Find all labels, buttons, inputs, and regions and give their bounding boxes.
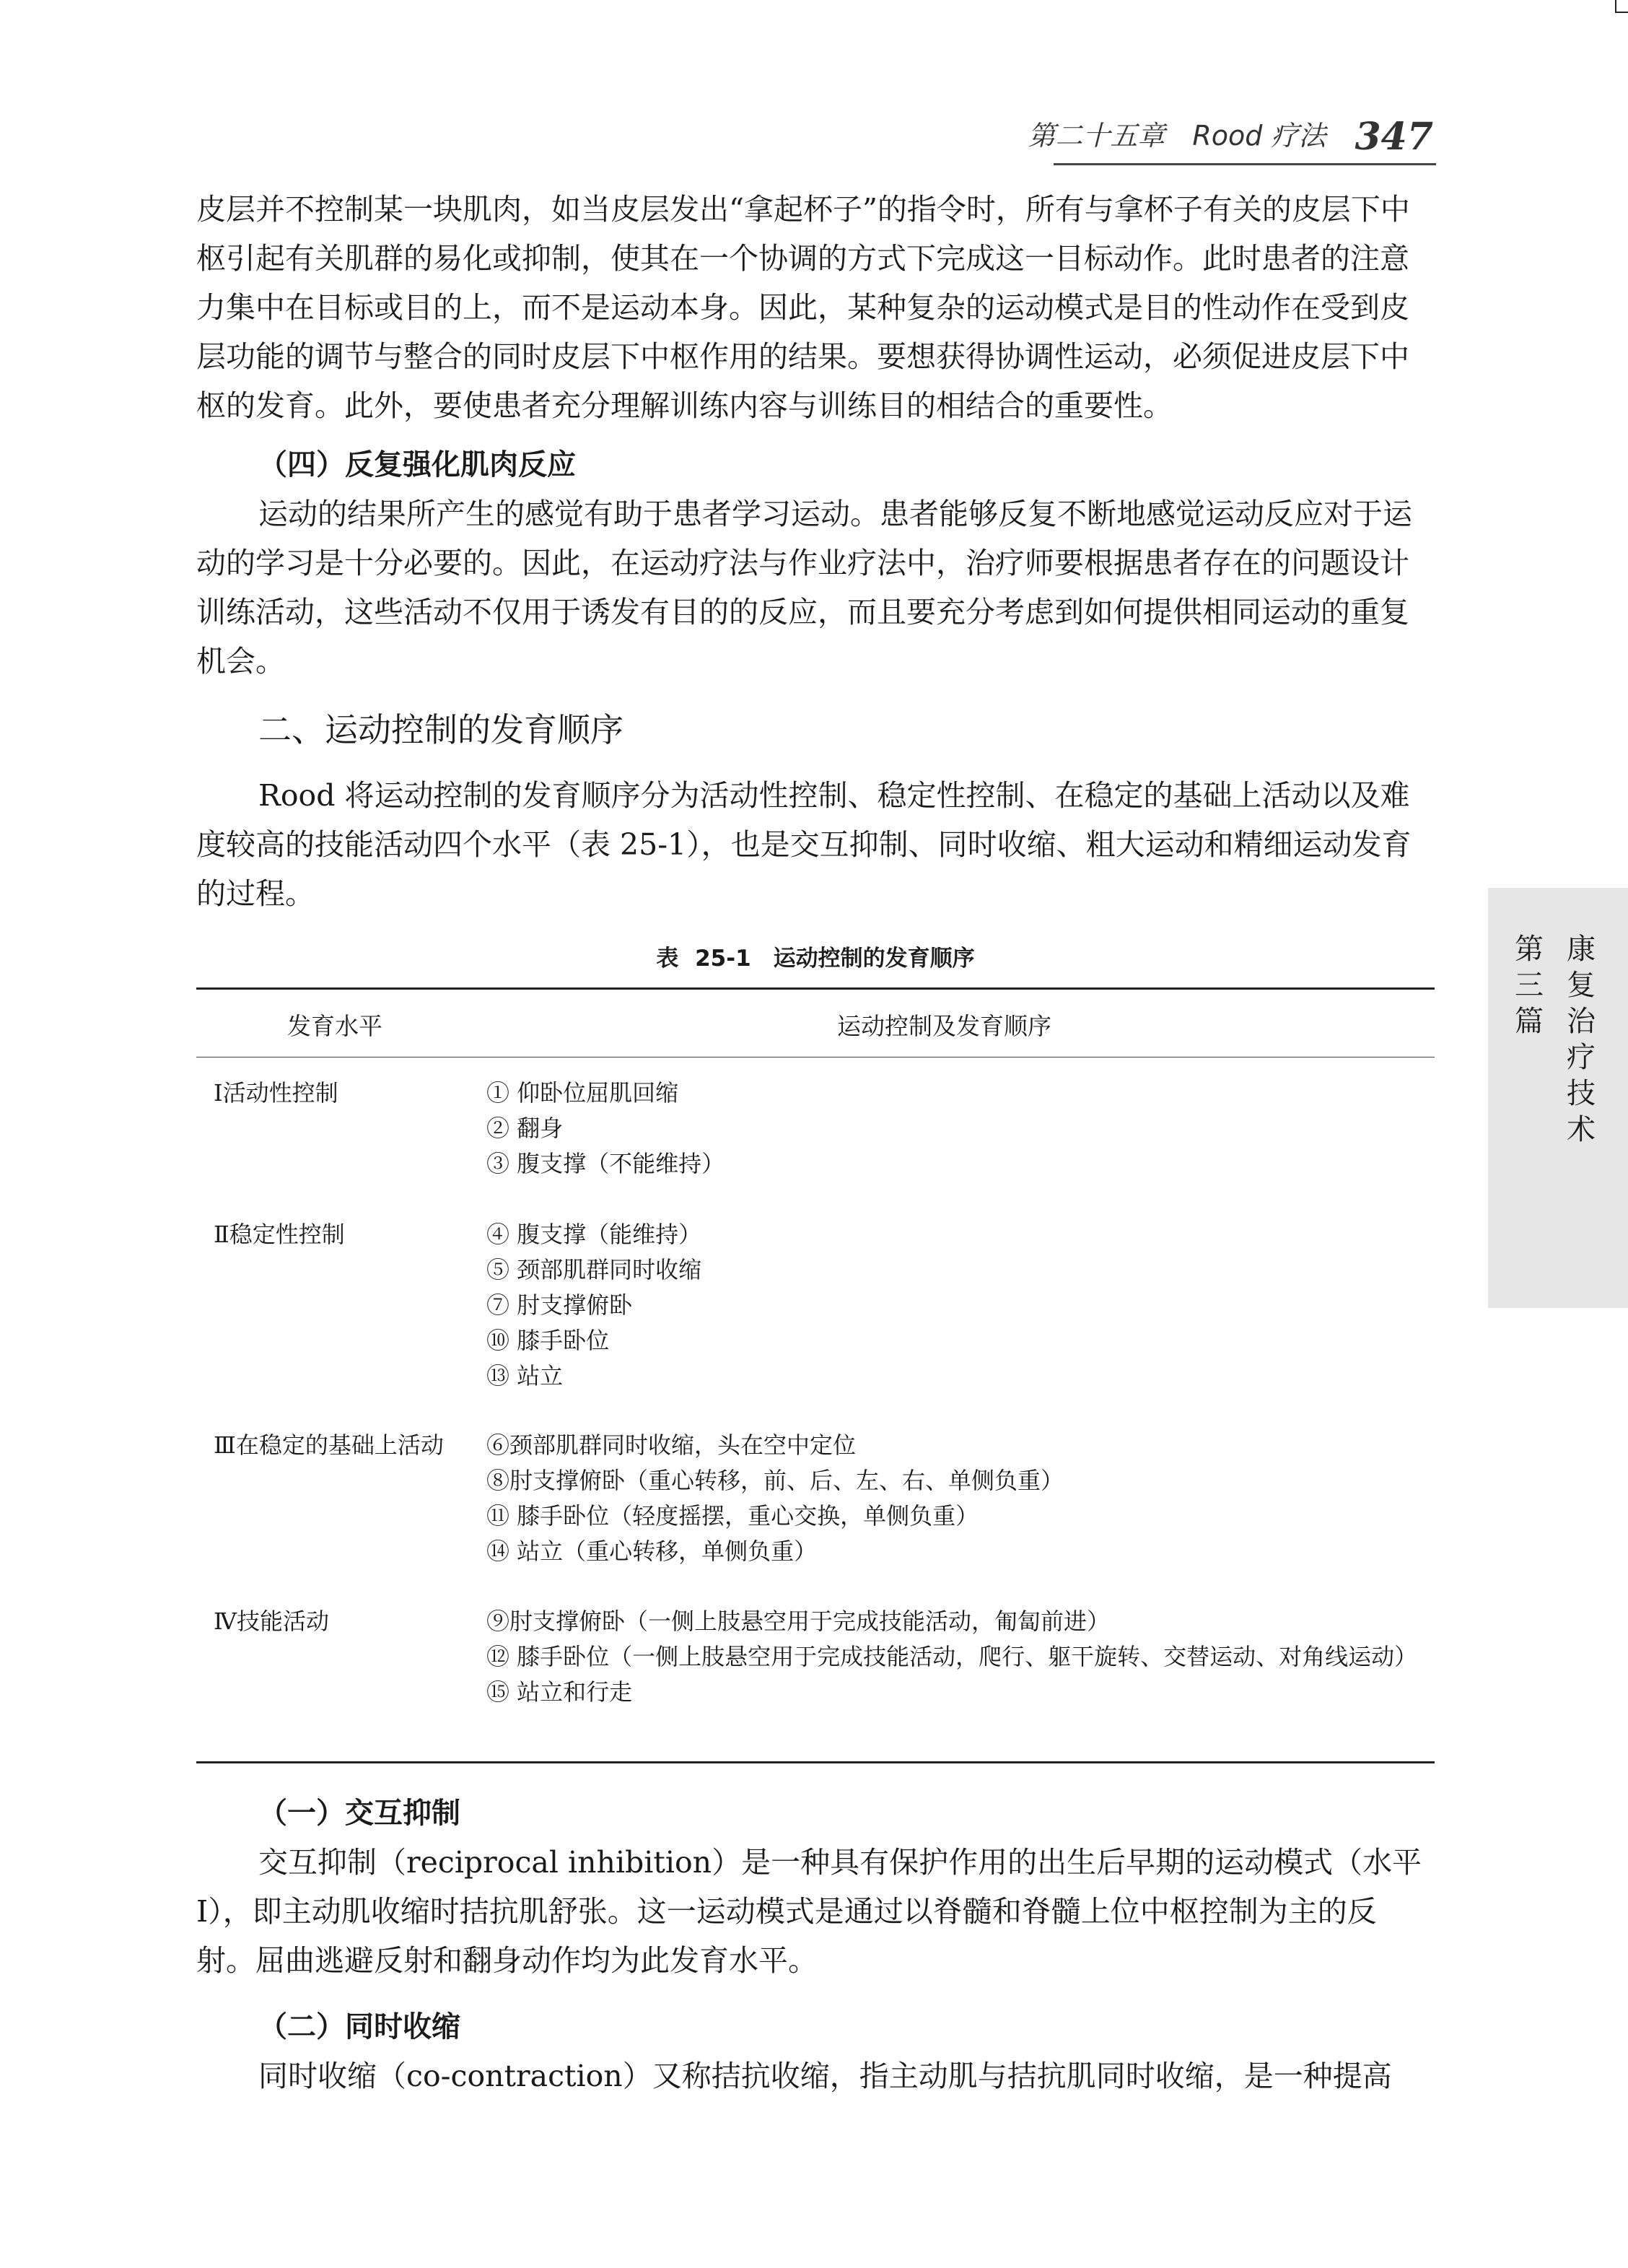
subsection-two-heading: （二）同时收缩: [258, 2010, 460, 2044]
row-item: ⑨肘支撑俯卧（一侧上肢悬空用于完成技能活动，匍匐前进）: [486, 1608, 1111, 1635]
row-items: [486, 1604, 1417, 1710]
section-four-heading: （四）反复强化肌肉反应: [258, 448, 576, 481]
row-level: Ⅳ技能活动: [214, 1608, 329, 1635]
table-header-sequence: 运动控制及发育顺序: [837, 1012, 1051, 1040]
row-item: ⑪ 膝手卧位（轻度摇摆，重心交换，单侧负重）: [486, 1502, 979, 1530]
row-level: Ⅱ稳定性控制: [214, 1221, 345, 1248]
row-item: ⑦ 肘支撑俯卧: [486, 1291, 633, 1319]
subsection-one: [196, 1789, 1435, 1985]
row-item: ② 翻身: [486, 1115, 564, 1142]
row-items: [486, 1217, 1417, 1394]
table-bottom-rule: [196, 1761, 1435, 1763]
side-tab-part: 第三篇: [1515, 933, 1544, 1038]
row-item: ① 仰卧位屈肌回缩: [486, 1079, 679, 1107]
subsection-one-paragraph: 交互抑制（reciprocal inhibition）是一种具有保护作用的出生后早期的运动模式（水平Ⅰ），即主动肌收缩时拮抗肌舒张。这一运动模式是通过以脊髓和脊髓上位中枢控制为主的反射。屈曲逃避反射和翻身动作均为此发育水平。: [196, 1845, 1422, 1978]
row-items: [486, 1428, 1417, 1569]
row-item: ⑬ 站立: [486, 1362, 564, 1390]
running-title: 第二十五章 Rood 疗法: [1028, 120, 1326, 152]
section-four-paragraph: 运动的结果所产生的感觉有助于患者学习运动。患者能够反复不断地感觉运动反应对于运动的学习是十分必要的。因此，在运动疗法与作业疗法中，治疗师要根据患者存在的问题设计训练活动，这些活动不仅用于诱发有目的的反应，而且要充分考虑到如何提供相同运动的重复机会。: [196, 497, 1412, 679]
row-item: ⑤ 颈部肌群同时收缩: [486, 1256, 702, 1283]
row-item: ⑮ 站立和行走: [486, 1678, 633, 1706]
section-two-paragraph: Rood 将运动控制的发育顺序分为活动性控制、稳定性控制、在稳定的基础上活动以及难度较高的技能活动四个水平（表 25-1），也是交互抑制、同时收缩、粗大运动和精细运动发育的过程。: [196, 778, 1412, 911]
intro-block: [196, 185, 1435, 430]
row-level: Ⅲ在稳定的基础上活动: [214, 1431, 444, 1459]
page-number: 347: [1355, 115, 1433, 159]
subsection-two: [196, 2002, 1435, 2101]
row-item: ④ 腹支撑（能维持）: [486, 1221, 702, 1248]
section-four: [196, 440, 1435, 686]
table-header-level: 发育水平: [287, 1012, 382, 1040]
row-item: ⑧肘支撑俯卧（重心转移，前、后、左、右、单侧负重）: [486, 1467, 1064, 1494]
crop-mark: [1615, 0, 1628, 13]
subsection-two-paragraph: 同时收缩（co-contraction）又称拮抗收缩，指主动肌与拮抗肌同时收缩，是一种提高: [258, 2059, 1392, 2093]
row-level: Ⅰ活动性控制: [214, 1079, 338, 1107]
table-top-rule: [196, 987, 1435, 990]
side-tab-title: 康复治疗技术: [1567, 933, 1596, 1146]
row-item: ⑩ 膝手卧位: [486, 1327, 610, 1354]
row-item: ⑭ 站立（重心转移，单侧负重）: [486, 1538, 818, 1565]
side-tab: [1488, 888, 1628, 1308]
subsection-one-heading: （一）交互抑制: [258, 1797, 460, 1830]
running-header: [1028, 101, 1433, 159]
intro-paragraph: 皮层并不控制某一块肌肉，如当皮层发出“拿起杯子”的指令时，所有与拿杯子有关的皮层下中枢引起有关肌群的易化或抑制，使其在一个协调的方式下完成这一目标动作。此时患者的注意力集中在目标或目的上，而不是运动本身。因此，某种复杂的运动模式是目的性动作在受到皮层功能的调节与整合的同时皮层下中枢作用的结果。要想获得协调性运动，必须促进皮层下中枢的发育。此外，要使患者充分理解训练内容与训练目的相结合的重要性。: [196, 192, 1410, 423]
table-title: 表 25-1 运动控制的发育顺序: [656, 946, 975, 972]
row-item: ⑥颈部肌群同时收缩，头在空中定位: [486, 1431, 857, 1459]
row-item: ⑫ 膝手卧位（一侧上肢悬空用于完成技能活动，爬行、躯干旋转、交替运动、对角线运动）: [486, 1643, 1418, 1670]
header-rule: [1054, 163, 1436, 165]
row-items: [486, 1076, 1417, 1182]
section-two: [196, 705, 1435, 918]
row-item: ③ 腹支撑（不能维持）: [486, 1150, 725, 1177]
section-two-heading: 二、运动控制的发育顺序: [258, 710, 623, 749]
